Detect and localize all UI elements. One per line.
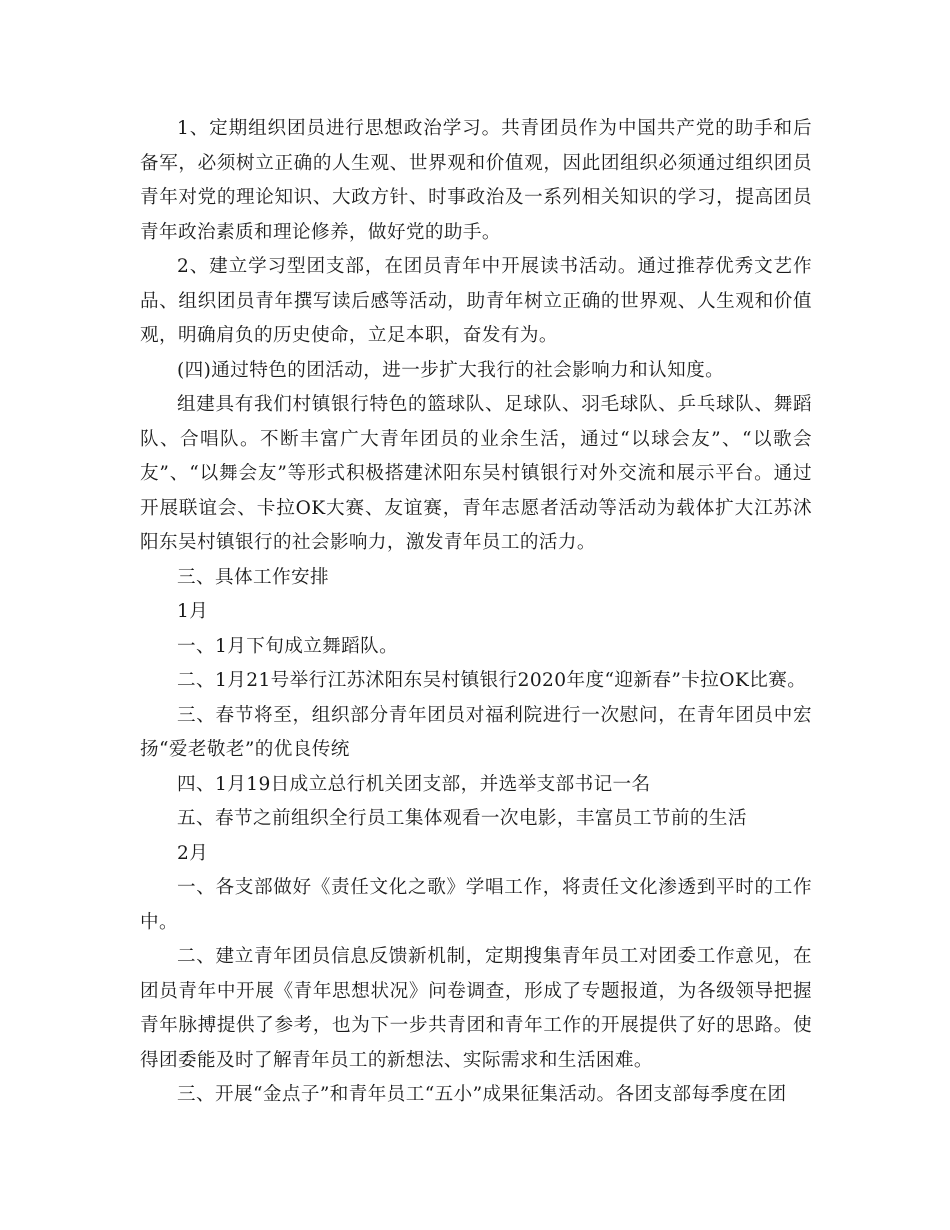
list-item: 三、开展“金点子”和青年员工“五小”成果征集活动。各团支部每季度在团 — [177, 1084, 787, 1105]
section-heading-schedule: 三、具体工作安排 — [177, 566, 329, 588]
list-item: 三、春节将至，组织部分青年团员对福利院进行一次慰问，在青年团员中宏扬“爱老敬老”的优良传统 — [140, 704, 812, 760]
paragraph-teams: 组建具有我们村镇银行特色的篮球队、足球队、羽毛球队、乒乓球队、舞蹈队、合唱队。不断丰富广大青年团员的业余生活，通过“以球会友”、“以歌会友”、“以舞会友”等形式积极搭建沭阳东吴村镇银行对外交流和展示平台。通过开展联谊会、卡拉OK大赛、友谊赛，青年志愿者活动等活动为载体扩大江苏沭阳东吴村镇银行的社会影响力，激发青年员工的活力。 — [140, 394, 812, 553]
document-page — [140, 112, 812, 1113]
month-heading-february: 2月 — [177, 842, 209, 864]
paragraph-reading: 2、建立学习型团支部，在团员青年中开展读书活动。通过推荐优秀文艺作品、组织团员青年撰写读后感等活动，助青年树立正确的世界观、人生观和价值观，明确肩负的历史使命，立足本职，奋发有为。 — [140, 256, 812, 346]
list-item: 二、1月21号举行江苏沭阳东吴村镇银行2020年度“迎新春”卡拉OK比赛。 — [177, 670, 807, 691]
list-item: 二、建立青年团员信息反馈新机制，定期搜集青年员工对团委工作意见，在团员青年中开展《青年思想状况》问卷调查，形成了专题报道，为各级领导把握青年脉搏提供了参考，也为下一步共青团和青年工作的开展提供了好的思路。使得团委能及时了解青年员工的新想法、实际需求和生活困难。 — [140, 946, 812, 1071]
section-heading-four: (四)通过特色的团活动，进一步扩大我行的社会影响力和认知度。 — [177, 359, 725, 381]
paragraph-study: 1、定期组织团员进行思想政治学习。共青团员作为中国共产党的助手和后备军，必须树立正确的人生观、世界观和价值观，因此团组织必须通过组织团员青年对党的理论知识、大政方针、时事政治及一系列相关知识的学习，提高团员青年政治素质和理论修养，做好党的助手。 — [140, 118, 812, 243]
list-item: 五、春节之前组织全行员工集体观看一次电影，丰富员工节前的生活 — [177, 808, 747, 829]
list-item: 一、1月下旬成立舞蹈队。 — [177, 635, 399, 657]
list-item: 一、各支部做好《责任文化之歌》学唱工作，将责任文化渗透到平时的工作中。 — [140, 877, 812, 933]
list-item: 四、1月19日成立总行机关团支部，并选举支部书记一名 — [177, 773, 651, 795]
month-heading-january: 1月 — [177, 601, 209, 622]
